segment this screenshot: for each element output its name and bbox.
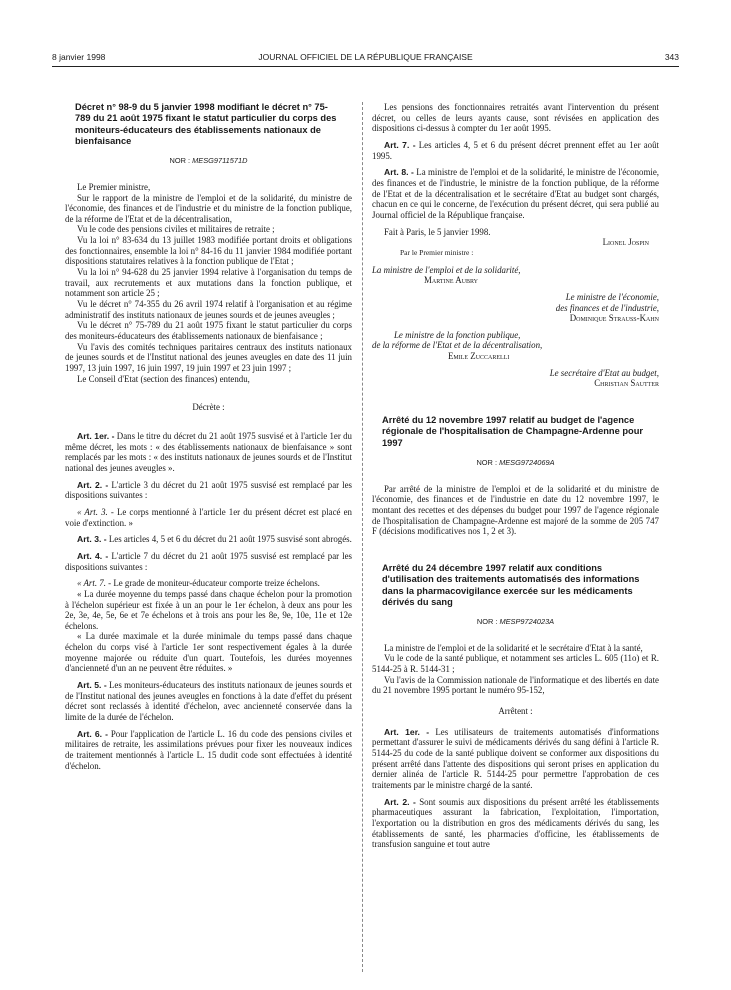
- article-7: [372, 140, 659, 161]
- minister-title: de la réforme de l'Etat et de la décentralisation,: [372, 340, 543, 351]
- page-header: [52, 52, 679, 66]
- minister-title: des finances et de l'industrie,: [555, 302, 659, 313]
- decree-para: Vu la loi n° 94-628 du 25 janvier 1994 relative à l'organisation du temps de travail, aux recrutements et aux mutations dans la fonction publique, et notamment son article 25 ;: [65, 267, 352, 299]
- decree-nor: [65, 156, 352, 167]
- article-6: [65, 729, 352, 772]
- article-text: Les articles 4, 5 et 6 du décret du 21 août 1975 susvisé sont abrogés.: [108, 534, 352, 545]
- article-label: Art. 7. -: [384, 139, 416, 150]
- signature-sautter: Christian Sautter: [594, 378, 659, 389]
- signature-aubry: Martine Aubry: [424, 275, 479, 286]
- article-3: [65, 534, 352, 545]
- arrete-2-para: Vu le code de la santé publique, et notamment ses articles L. 605 (11o) et R. 5144-25 à R. 5144-31 ;: [372, 653, 659, 675]
- article-text: Sont soumis aux dispositions du présent arrêté les établissements pharmaceutiques assurant la fabrication, l'exploitation, l'importation, l'exportation ou la distribution en gros des médicaments dérivés du sang, les établissements de santé, les pharmacies d'officine, les établissements de transfusion sanguine et tout autre: [372, 796, 659, 850]
- arretent-heading: Arrêtent :: [498, 706, 533, 717]
- article-2-quote: [65, 507, 352, 528]
- article-text: Les utilisateurs de traitements automatisés d'informations permettant d'assurer le suivi de médicaments dérivés du sang défini à l'article R. 5144-25 du code de la santé publique doivent se conformer aux dispositions du présent arrêté dans l'attente des dispositions qui seront prises en application du dernier alinéa de l'article R. 5144-25 pour permettre l'approbation de ces traitements par le ministre chargé de la santé.: [372, 726, 660, 790]
- arrete-2-para: La ministre de l'emploi et de la solidarité et le secrétaire d'Etat à la santé,: [384, 642, 643, 653]
- article-label: Art. 2. -: [384, 796, 416, 807]
- decree-title: Décret n° 98-9 du 5 janvier 1998 modifiant le décret n° 75-789 du 21 août 1975 fixant le statut particulier du corps des moniteurs-éducateurs des établissements nationaux de bienfaisance: [75, 102, 337, 146]
- signature-strauss-kahn: Dominique Strauss-Kahn: [569, 313, 659, 324]
- article-5: [65, 680, 352, 723]
- article-label: « Art. 3. -: [77, 506, 114, 517]
- header-date: 8 janvier 1998: [52, 52, 106, 62]
- article-label: Art. 1er. -: [384, 726, 430, 737]
- nor-code: MESP9724023A: [499, 617, 555, 627]
- article-2: [65, 480, 352, 501]
- article-label: Art. 1er. -: [77, 430, 115, 441]
- left-column: [65, 102, 352, 771]
- arrete-2-article-2: [372, 797, 659, 850]
- article-text: Les moniteurs-éducateurs des instituts nationaux de jeunes sourds et de l'Institut national des jeunes aveugles en fonctions à la date d'effet du présent décret sont reclassés à identité d'échelon, avec ancienneté conservée dans la limite de la durée de l'échelon.: [65, 680, 353, 723]
- article-text: Les articles 4, 5 et 6 du présent décret prennent effet au 1er août 1995.: [372, 139, 660, 161]
- arrete-2-para: Vu l'avis de la Commission nationale de l'informatique et des libertés en date du 21 novembre 1995 portant le numéro 95-152,: [372, 674, 659, 696]
- signature-prime-minister: Lionel Jospin: [602, 237, 649, 248]
- signing-place-date: Fait à Paris, le 5 janvier 1998.: [384, 226, 491, 237]
- minister-title: Le ministre de l'économie,: [565, 291, 659, 302]
- right-column: [372, 102, 659, 850]
- arrete-1-nor: [372, 458, 659, 469]
- article-label: Art. 4. -: [77, 550, 109, 561]
- article-8: [372, 167, 659, 220]
- arrete-2-article-1: [372, 727, 659, 791]
- arrete-1-body: Par arrêté de la ministre de l'emploi et de la solidarité et du ministre de l'économie, des finances et de l'industrie en date du 12 novembre 1997, le montant des recettes et des dépenses du budget pour 1997 de l'agence régionale de l'hospitalisation de Champagne-Ardenne est majoré de la somme de 205 747 F (décisions modificatives nos 1, 2 et 3).: [372, 483, 659, 537]
- article-text: Le corps mentionné à l'article 1er du présent décret est placé en voie d'extinction. »: [65, 506, 352, 528]
- minister-title: Le ministre de la fonction publique,: [394, 329, 521, 340]
- decree-para: Vu la loi n° 83-634 du 13 juillet 1983 modifiée portant droits et obligations des fonctionnaires, ensemble la loi n° 84-16 du 11 janvier 1984 modifiée portant dispositions statutaires relatives à la fonction publique de l'Etat ;: [65, 235, 352, 267]
- decree-para: Le Premier ministre,: [77, 181, 151, 192]
- article-label: Art. 6. -: [77, 728, 108, 739]
- arrete-2-title: Arrêté du 24 décembre 1997 relatif aux conditions d'utilisation des traitements automatisés des informations dans la pharmacovigilance exercée sur les médicaments dérivés du sang: [382, 562, 640, 607]
- decree-para: Vu le décret n° 75-789 du 21 août 1975 fixant le statut particulier du corps des moniteurs-éducateurs des établissements nationaux de bienfaisance ;: [65, 320, 352, 342]
- article-text: Le grade de moniteur-éducateur comporte treize échelons.: [113, 578, 320, 589]
- article-label: Art. 8. -: [384, 167, 414, 178]
- nor-code: MESG9711571D: [192, 156, 248, 166]
- decree-para: Le Conseil d'Etat (section des finances) entendu,: [77, 373, 250, 384]
- decree-para: Vu l'avis des comités techniques paritaires centraux des instituts nationaux de jeunes sourds et de l'Institut national des jeunes aveugles en date des 11 juin 1997, 13 juin 1997, 16 juin 1997, 19 juin 1997 et 23 juin 1997 ;: [65, 341, 352, 373]
- article-4: [65, 551, 352, 572]
- header-page-number: 343: [664, 52, 679, 62]
- article-4-quote: [65, 578, 352, 589]
- minister-title: La ministre de l'emploi et de la solidarité,: [372, 264, 521, 275]
- article-4-quote-para: « La durée maximale et la durée minimale du temps passé dans chaque échelon du corps visé à l'article 1er sont respectivement égales à la durée moyenne majorée ou réduite d'un quart. Toutefois, les durées moyennes d'ancienneté d'un an ne peuvent être réduites. »: [65, 631, 352, 674]
- nor-code: MESG9724069A: [499, 457, 555, 467]
- minister-title: Le secrétaire d'Etat au budget,: [549, 367, 659, 378]
- article-label: Art. 3. -: [77, 534, 107, 545]
- decree-para: Vu le décret n° 74-355 du 26 avril 1974 relatif à l'organisation et au régime administratif des instituts nationaux de jeunes sourds et de jeunes aveugles ;: [65, 299, 352, 320]
- article-label: Art. 2. -: [77, 479, 109, 490]
- column-separator: [362, 102, 363, 972]
- arrete-2-nor: [372, 617, 659, 628]
- nor-label: NOR :: [476, 457, 497, 467]
- article-text: L'article 7 du décret du 21 août 1975 susvisé est remplacé par les dispositions suivantes :: [65, 550, 353, 572]
- article-label: « Art. 7. -: [77, 578, 112, 589]
- article-text: Dans le titre du décret du 21 août 1975 susvisé et à l'article 1er du même décret, les mots : « des établissements nationaux de bienfaisance » sont remplacés par les mots : « des instituts nationaux de jeunes sourds et de l'Institut national des jeunes aveugles ».: [65, 430, 352, 473]
- decree-para: Les pensions des fonctionnaires retraités avant l'intervention du présent décret, ou celles de leurs ayants cause, sont révisées en application des dispositions ci-dessus à compter du 1er août 1995.: [372, 102, 659, 134]
- header-rule: [52, 66, 679, 67]
- nor-label: NOR :: [476, 617, 498, 627]
- header-journal-title: JOURNAL OFFICIEL DE LA RÉPUBLIQUE FRANÇAISE: [258, 52, 473, 62]
- by-prime-minister: Par le Premier ministre :: [400, 247, 474, 257]
- article-1: [65, 431, 352, 474]
- decree-para: Sur le rapport de la ministre de l'emploi et de la solidarité, du ministre de l'économie, des finances et de l'industrie et du ministre de la fonction publique, de la réforme de l'Etat et de la décentralisation,: [65, 192, 352, 224]
- nor-label: NOR :: [169, 156, 191, 166]
- decrete-heading: Décrète :: [192, 402, 225, 413]
- article-4-quote-para: « La durée moyenne du temps passé dans chaque échelon pour la promotion à l'échelon supérieur est fixée à un an pour le 1er échelon, à deux ans pour les 2e, 3e, 4e, 5e, 6e et 7e échelons et à trois ans pour les 8e, 9e, 10e, 11e et 12e échelons.: [65, 588, 352, 631]
- article-text: L'article 3 du décret du 21 août 1975 susvisé est remplacé par les dispositions suivantes :: [65, 479, 353, 501]
- signature-zuccarelli: Emile Zuccarelli: [448, 351, 510, 362]
- article-text: La ministre de l'emploi et de la solidarité, le ministre de l'économie, des finances et de l'industrie, le ministre de la fonction publique, de la réforme de l'Etat et de la décentralisation et le secrétaire d'Etat au budget sont chargés, chacun en ce qui le concerne, de l'exécution du présent décret, qui sera publié au Journal officiel de la République française.: [372, 167, 660, 220]
- article-text: Pour l'application de l'article L. 16 du code des pensions civiles et militaires de retraite, les assimilations prévues pour fixer les nouveaux indices de traitement mentionnés à l'article L. 15 dudit code sont effectuées à identité d'échelon.: [65, 728, 353, 771]
- decree-para: Vu le code des pensions civiles et militaires de retraite ;: [77, 224, 275, 235]
- article-label: Art. 5. -: [77, 680, 107, 691]
- arrete-1-title: Arrêté du 12 novembre 1997 relatif au budget de l'agence régionale de l'hospitalisation de Champagne-Ardenne pour 1997: [382, 415, 644, 448]
